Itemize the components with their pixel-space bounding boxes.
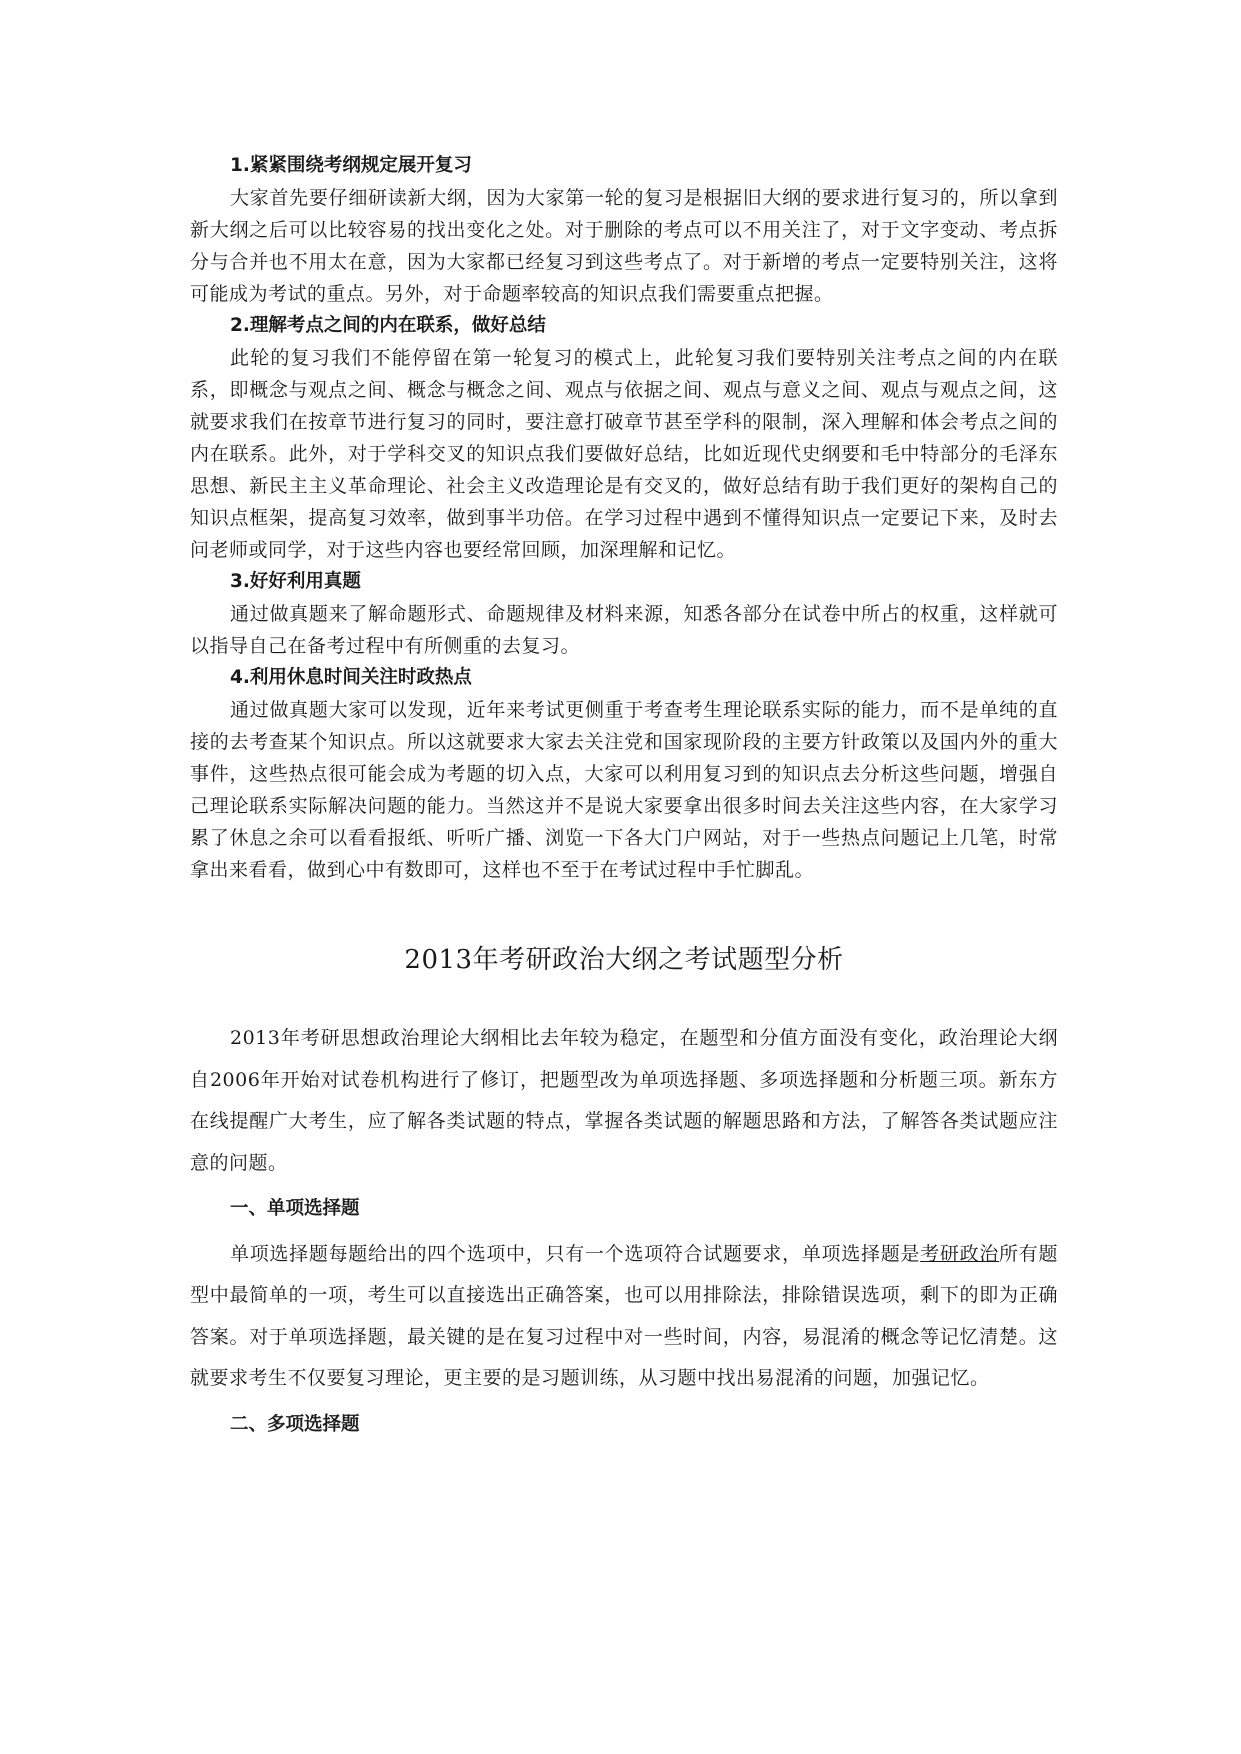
heading-single-choice: 一、单项选择题 bbox=[230, 1198, 360, 1219]
single-choice-text-after: 所有题型中最简单的一项，考生可以直接选出正确答案，也可以用排除法，排除错误选项，剩下的即为正确答案。对于单项选择题，最关键的是在复习过程中对一些时间，内容，易混淆的概念等记忆清楚。这就要求考生不仅要复习理论，更主要的是习题训练，从习题中找出易混淆的问题，加强记忆。 bbox=[190, 1242, 1058, 1389]
document-page bbox=[190, 150, 1058, 1449]
heading-outline-review: 1.紧紧围绕考纲规定展开复习 bbox=[230, 155, 472, 176]
link-kaoyan-politics[interactable]: 考研政治 bbox=[920, 1242, 1000, 1265]
question-types-section bbox=[190, 1018, 1058, 1445]
heading-internal-connections: 2.理解考点之间的内在联系，做好总结 bbox=[230, 315, 546, 336]
paragraph-current-affairs: 通过做真题大家可以发现，近年来考试更侧重于考查考生理论联系实际的能力，而不是单纯的直接的去考查某个知识点。所以这就要求大家去关注党和国家现阶段的主要方针政策以及国内外的重大事件，这些热点很可能会成为考题的切入点，大家可以利用复习到的知识点去分析这些问题，增强自己理论联系实际解决问题的能力。当然这并不是说大家要拿出很多时间去关注这些内容，在大家学习累了休息之余可以看看报纸、听听广播、浏览一下各大门户网站，对于一些热点问题记上几笔，时常拿出来看看，做到心中有数即可，这样也不至于在考试过程中手忙脚乱。 bbox=[190, 699, 1058, 881]
paragraph-past-papers: 通过做真题来了解命题形式、命题规律及材料来源，知悉各部分在试卷中所占的权重，这样就可以指导自己在备考过程中有所侧重的去复习。 bbox=[190, 603, 1058, 657]
single-choice-text-before: 单项选择题每题给出的四个选项中，只有一个选项符合试题要求，单项选择题是 bbox=[230, 1242, 921, 1265]
paragraph-intro: 2013年考研思想政治理论大纲相比去年较为稳定，在题型和分值方面没有变化，政治理论大纲自2006年开始对试卷机构进行了修订，把题型改为单项选择题、多项选择题和分析题三项。新东方在线提醒广大考生，应了解各类试题的特点，掌握各类试题的解题思路和方法，了解答各类试题应注意的问题。 bbox=[190, 1027, 1058, 1174]
paragraph-internal-connections: 此轮的复习我们不能停留在第一轮复习的模式上，此轮复习我们要特别关注考点之间的内在联系，即概念与观点之间、概念与概念之间、观点与依据之间、观点与意义之间、观点与观点之间，这就要求我们在按章节进行复习的同时，要注意打破章节甚至学科的限制，深入理解和体会考点之间的内在联系。此外，对于学科交叉的知识点我们要做好总结，比如近现代史纲要和毛中特部分的毛泽东思想、新民主主义革命理论、社会主义改造理论是有交叉的，做好总结有助于我们更好的架构自己的知识点框架，提高复习效率，做到事半功倍。在学习过程中遇到不懂得知识点一定要记下来，及时去问老师或同学，对于这些内容也要经常回顾，加深理解和记忆。 bbox=[190, 347, 1058, 561]
heading-multiple-choice: 二、多项选择题 bbox=[230, 1413, 360, 1435]
heading-current-affairs: 4.利用休息时间关注时政热点 bbox=[230, 667, 472, 688]
heading-past-papers: 3.好好利用真题 bbox=[230, 571, 361, 592]
paragraph-outline-review: 大家首先要仔细研读新大纲，因为大家第一轮的复习是根据旧大纲的要求进行复习的，所以拿到新大纲之后可以比较容易的找出变化之处。对于删除的考点可以不用关注了，对于文字变动、考点拆分与合并也不用太在意，因为大家都已经复习到这些考点了。对于新增的考点一定要特别关注，这将可能成为考试的重点。另外，对于命题率较高的知识点我们需要重点把握。 bbox=[190, 187, 1058, 305]
article-title: 2013年考研政治大纲之考试题型分析 bbox=[404, 945, 844, 975]
paragraph-single-choice bbox=[190, 1234, 1058, 1400]
review-tips-section bbox=[190, 150, 1058, 886]
